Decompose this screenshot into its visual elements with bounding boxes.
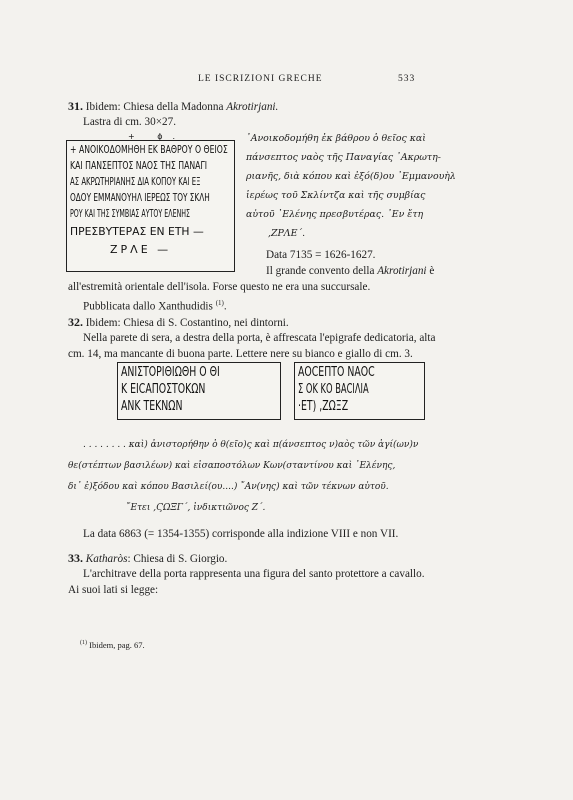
fresco-line: Σ ΟΚ ΚΟ ΒΑCΙΛΙΑ [298, 382, 369, 397]
inscription-line: ΠΡΕΣΒΥΤΕΡΑΣ ΕΝ ΕΤΗ — [70, 225, 204, 238]
entry-32-date: La data 6863 (= 1354-1355) corrisponde alla indizione VIII e non VII. [83, 528, 399, 540]
page-number: 533 [398, 74, 416, 84]
entry-33-desc: Ai suoi lati si legge: [68, 584, 159, 596]
transcription-line: πάνσεπτος ναὸς τῆς Παναγίας ᾿Ακρωτη- [246, 152, 441, 163]
entry-31-desc: all'estremità orientale dell'isola. Forse questo ne era una succursale. [68, 281, 371, 293]
footnote-reference: (1) [215, 299, 224, 307]
inscription-line: ΚΑΙ ΠΑΝΣΕΠΤΟΣ ΝΑΟΣ ΤΗΣ ΠΑΝΑΓΙ [70, 161, 208, 172]
transcription-line: . . . . . . . . καὶ) ἀνιστορήθην ὁ θ(εῖο)ς καὶ π(άνσεπτος ν)αὸς τῶν ἁγί(ων)ν [83, 440, 419, 450]
entry-number: 31. [68, 99, 83, 113]
transcription-line: θε(στέπτων βασιλέων) καὶ εἰσαποστόλων Κων(σταντίνου καὶ ᾿Ελένης, [68, 461, 396, 471]
fresco-line: ·ΕΤ) ,ΖΩΞΖ [298, 399, 349, 414]
inscription-line: ΟΔΟΥ ΕΜΜΑΝΟΥΗΛ ΙΕΡΕΩΣ ΤΟΥ ΣΚΛΗ [70, 193, 210, 204]
inscription-top-mark: + ϕ. [128, 132, 186, 141]
entry-number: 33. [68, 551, 83, 565]
entry-31-desc: Pubblicata dallo Xanthudidis $^{(1)}$. [83, 299, 227, 313]
entry-33-heading: 33. Katharòs: Chiesa di S. Giorgio. [68, 551, 228, 565]
footnote-marker: (1) [80, 640, 87, 647]
transcription-line: ἱερέως τοῦ Σκλίντζα καὶ τῆς συμβίας [246, 190, 426, 201]
running-title: LE ISCRIZIONI GRECHE [198, 74, 323, 84]
entry-32-desc: cm. 14, ma mancante di buona parte. Lettere nere su bianco e giallo di cm. 3. [68, 348, 413, 360]
transcription-line: ριανῆς, διὰ κόπου καὶ ἐξό(δ)ου ᾿Εμμανουὴλ [246, 171, 456, 182]
entry-33-desc: L'architrave della porta rappresenta una figura del santo protettore a cavallo. [83, 568, 425, 580]
entry-number: 32. [68, 315, 83, 329]
entry-31-desc: Il grande convento della Akrotirjani è [266, 265, 435, 277]
fresco-line: ΑΝΙΣΤΟΡΙΘΙΩΘΗ Ο ΘΙ [121, 365, 220, 380]
inscription-line: ΡΟΥ ΚΑΙ ΤΗΣ ΣΥΜΒΙΑΣ ΑΥΤΟΥ ΕΛΕΝΗΣ [70, 209, 191, 220]
footnote-text: Ibidem, pag. 67. [89, 640, 145, 650]
entry-31-size: Lastra di cm. 30×27. [83, 116, 176, 128]
transcription-line: ,ΖΡΛΕ΄. [268, 228, 306, 239]
transcription-line: ῎Ετει ,ϚΩΞΓ΄, ἰνδικτιῶνος Ζ΄. [126, 503, 266, 513]
transcription-line: ᾿Ανοικοδομήθη ἐκ βάθρου ὁ θεῖος καὶ [246, 133, 426, 144]
transcription-line: δι᾿ ἐ)ξόδου καὶ κόπου Βασιλεί(ου....) ῎Αν(νης) καὶ τῶν τέκνων αὐτοῦ. [68, 482, 389, 492]
footnote [80, 640, 145, 650]
fresco-line: ΑΟCΕΠΤΟ ΝΑΟC [298, 365, 375, 380]
entry-32-heading: 32. Ibidem: Chiesa di S. Costantino, nei dintorni. [68, 315, 289, 329]
inscription-line: + ΑΝΟΙΚΟΔΟΜΗΘΗ ΕΚ ΒΑΘΡΟΥ Ο ΘΕΙΟΣ [70, 145, 228, 156]
entry-31-heading: 31. Ibidem: Chiesa della Madonna Akrotirjani. [68, 99, 279, 113]
fresco-line: ΑΝΚ ΤΕΚΝΩΝ [121, 399, 183, 414]
fresco-line: Κ ΕΙCΑΠΟΣΤΟΚΩΝ [121, 382, 206, 397]
inscription-line: ΑΣ ΑΚΡΩΤΗΡΙΑΝΗΣ ΔΙΑ ΚΟΠΟΥ ΚΑΙ ΕΞ [70, 177, 201, 188]
entry-32-desc: Nella parete di sera, a destra della porta, è affrescata l'epigrafe dedicatoria, alta [83, 332, 436, 344]
entry-31-date: Data 7135 = 1626-1627. [266, 249, 376, 261]
inscription-line: ΖΡΛΕ — [110, 243, 172, 256]
transcription-line: αὐτοῦ ᾿Ελένης πρεσβυτέρας. ᾿Εν ἔτη [246, 209, 424, 220]
